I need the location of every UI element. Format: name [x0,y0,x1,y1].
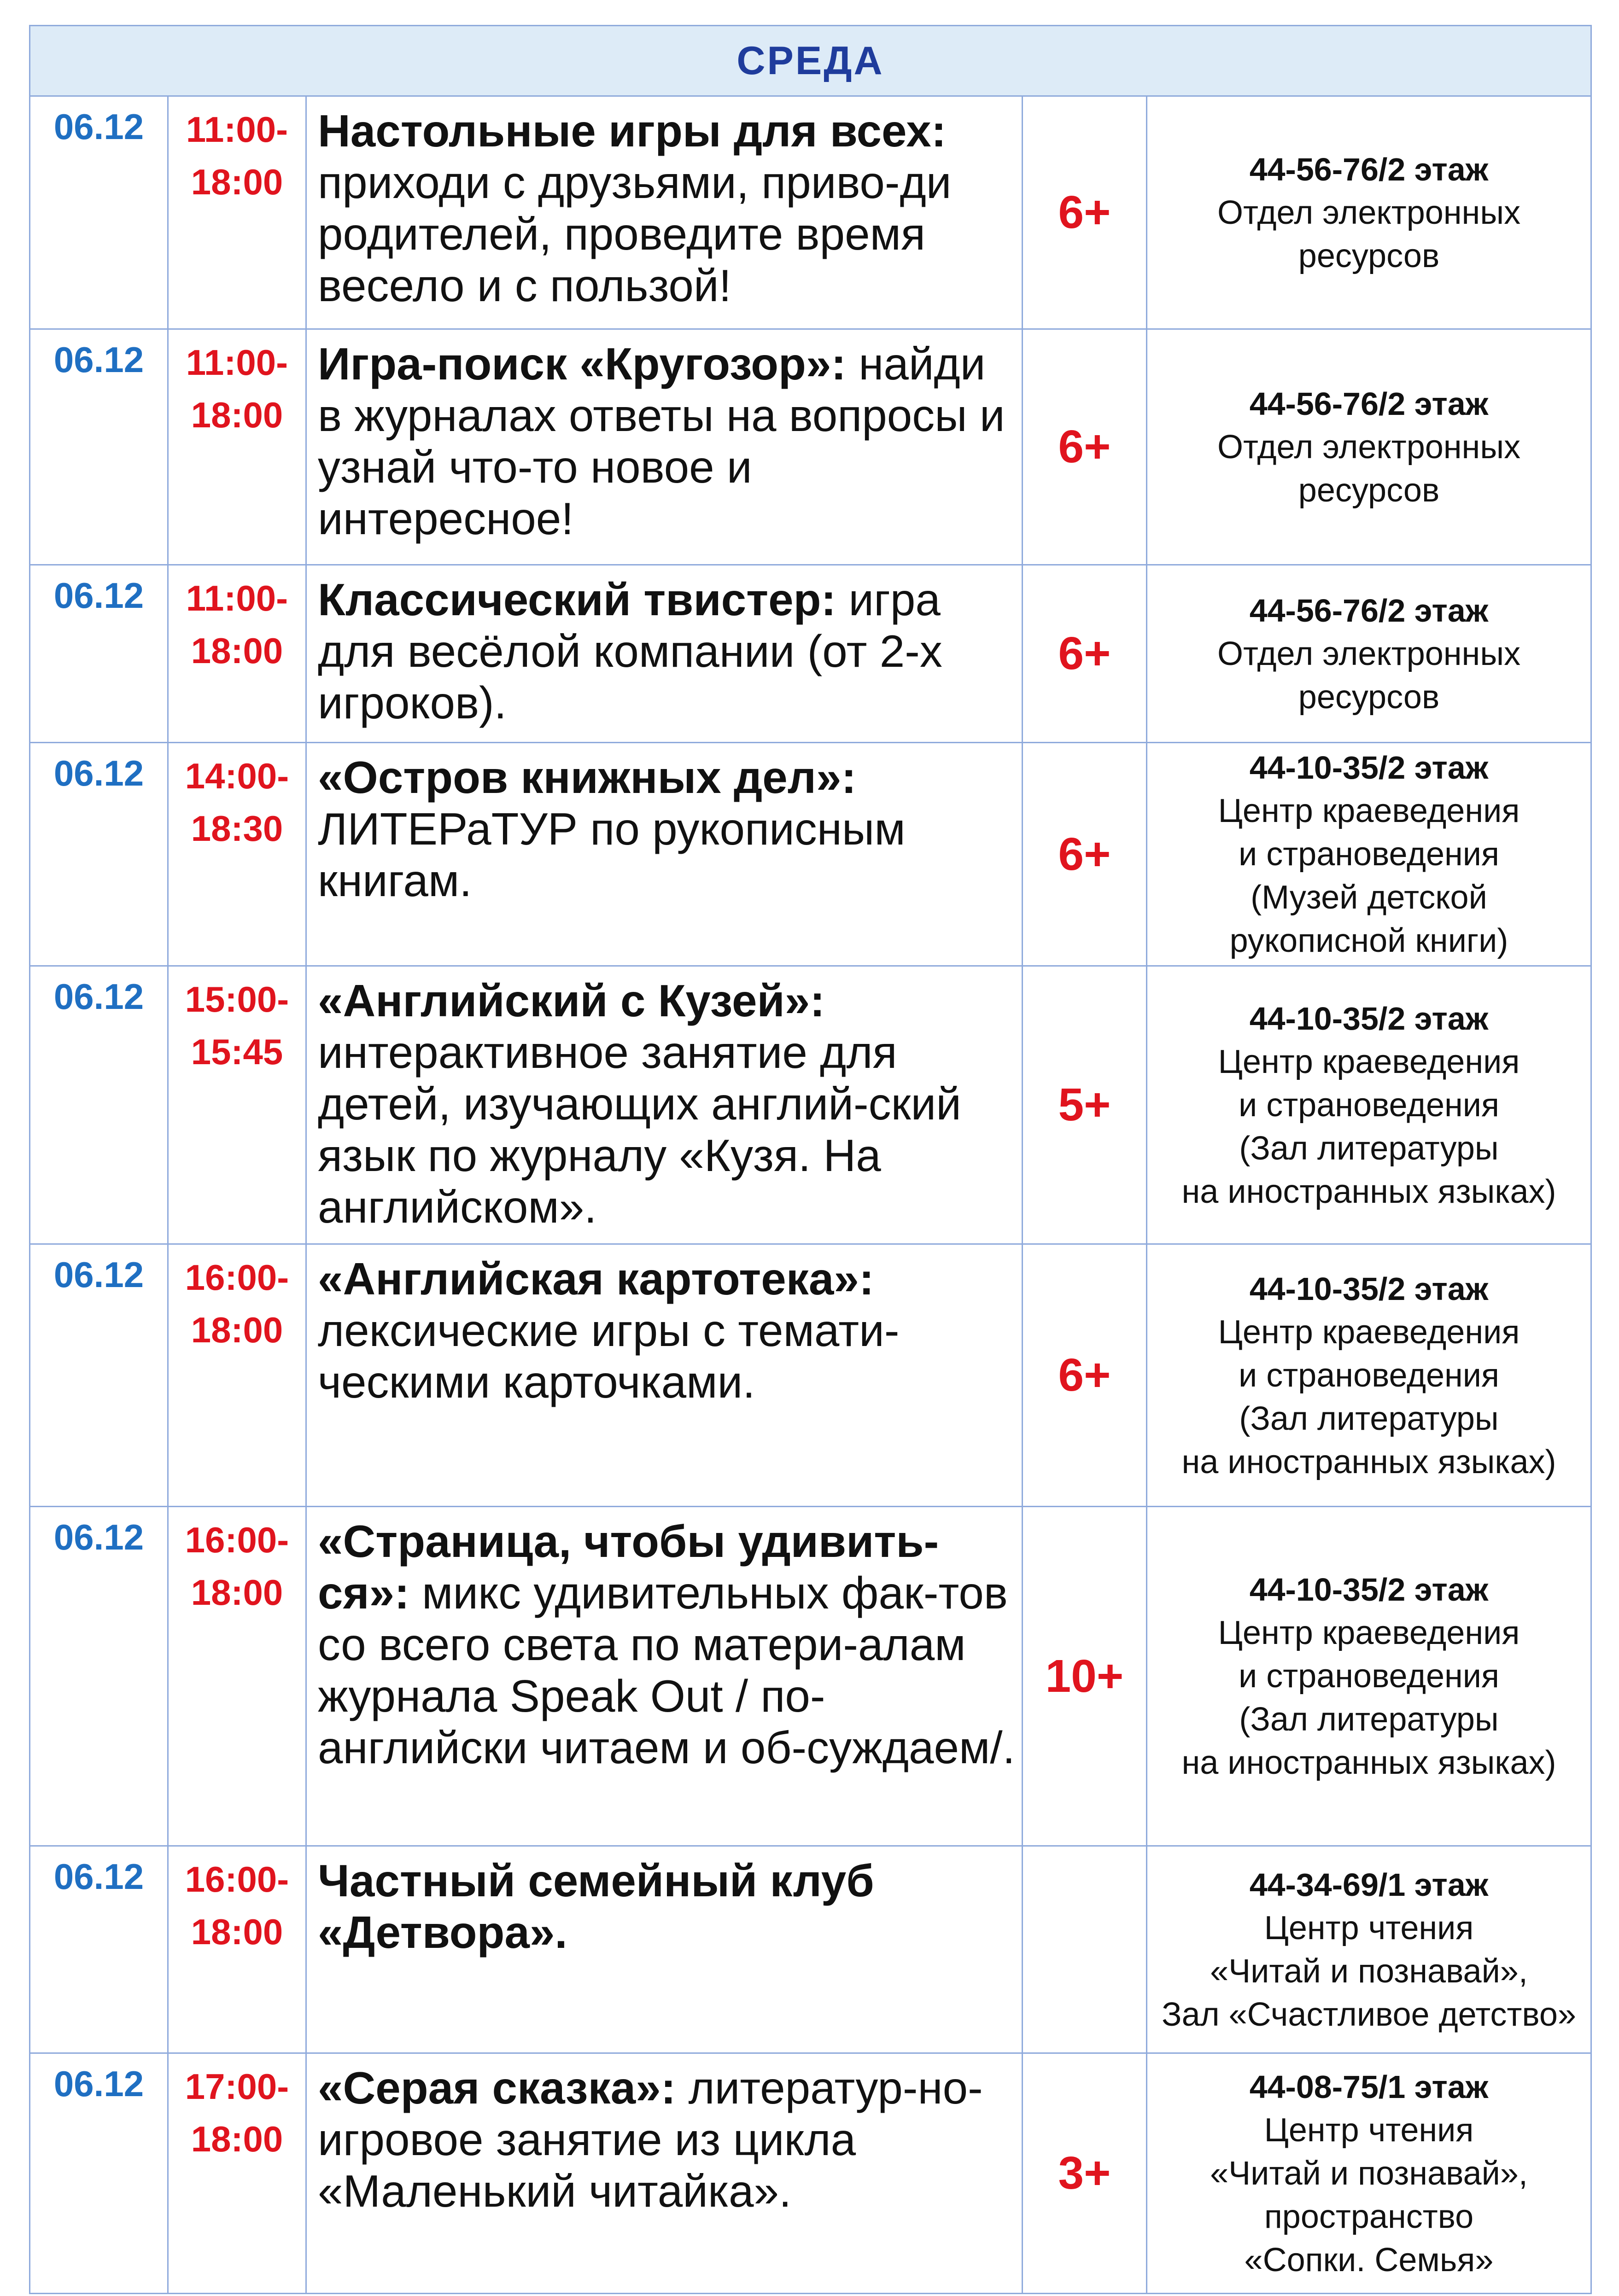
location-line: Зал «Счастливое детство» [1162,1996,1576,2033]
event-title: Настольные игры для всех: [318,105,947,156]
event-date: 06.12 [30,1244,168,1507]
event-time-end: 18:00 [191,2119,283,2159]
day-title: СРЕДА [30,26,1591,96]
event-age-rating: 3+ [1023,2053,1147,2294]
event-description [306,329,1023,565]
location-line: «Читай и познавай», [1210,2155,1528,2192]
event-row [30,966,1591,1244]
event-location [1147,966,1591,1244]
event-row [30,1507,1591,1846]
event-time-start: 11:00- [186,578,288,618]
event-age-rating: 6+ [1023,743,1147,966]
event-time-start: 14:00- [185,756,289,796]
event-time-end: 18:00 [191,395,283,435]
event-time [168,329,306,565]
event-date: 06.12 [30,565,168,743]
event-title: «Английский с Кузей»: [318,975,825,1026]
day-header-row [30,26,1591,96]
location-line: Центр чтения [1264,1909,1474,1946]
event-time [168,565,306,743]
event-text: микс удивительных фак-тов со всего света по матери-алам журнала Speak Out / по-английски читаем и об-суждаем/. [318,1568,1015,1773]
event-location [1147,2053,1591,2294]
event-row [30,743,1591,966]
event-title: «Серая сказка»: [318,2063,676,2113]
event-title: Классический твистер: [318,574,836,625]
event-location [1147,565,1591,743]
event-text: ЛИТЕРаТУР по рукописным книгам. [318,804,906,906]
event-time-end: 18:00 [191,630,283,671]
event-text: найди в журналах ответы на вопросы и узнай что-то новое и интересное! [318,338,1005,544]
event-time [168,1507,306,1846]
location-line: ресурсов [1298,237,1440,274]
event-age-rating: 10+ [1023,1507,1147,1846]
location-line: на иностранных языках) [1181,1443,1556,1480]
event-description [306,1507,1023,1846]
event-description [306,1846,1023,2053]
location-line: на иностранных языках) [1181,1744,1556,1781]
event-row [30,1846,1591,2053]
event-date: 06.12 [30,966,168,1244]
location-line: ресурсов [1298,678,1440,716]
event-title: «Страница, чтобы удивить-ся»: [318,1516,939,1618]
event-date: 06.12 [30,96,168,329]
location-phone: 44-34-69/1 этаж [1249,1866,1489,1903]
location-line: и страноведения [1238,836,1499,873]
event-date: 06.12 [30,329,168,565]
event-description [306,966,1023,1244]
event-description [306,565,1023,743]
event-time-start: 16:00- [185,1520,289,1560]
location-line: (Зал литературы [1239,1130,1499,1167]
event-row [30,1244,1591,1507]
event-age-rating [1023,1846,1147,2053]
event-text: литератур-но-игровое занятие из цикла «Маленький читайка». [318,2063,983,2216]
event-description [306,2053,1023,2294]
location-line: «Сопки. Семья» [1244,2241,1494,2279]
schedule-table [29,25,1592,2294]
location-line: Центр краеведения [1218,1313,1520,1351]
event-location [1147,1244,1591,1507]
event-time-start: 16:00- [185,1859,289,1900]
event-location [1147,743,1591,966]
location-line: Центр краеведения [1218,1043,1520,1080]
location-line: (Музей детской [1251,879,1487,916]
event-date: 06.12 [30,2053,168,2294]
location-line: Отдел электронных [1217,428,1521,466]
event-title: Игра-поиск «Кругозор»: [318,338,846,389]
location-line: Отдел электронных [1217,194,1521,231]
event-time-start: 17:00- [185,2066,289,2107]
event-row [30,329,1591,565]
event-age-rating: 5+ [1023,966,1147,1244]
location-line: Отдел электронных [1217,635,1521,672]
event-age-rating: 6+ [1023,565,1147,743]
location-phone: 44-56-76/2 этаж [1249,592,1489,629]
location-line: (Зал литературы [1239,1701,1499,1738]
event-time [168,966,306,1244]
location-line: и страноведения [1238,1658,1499,1695]
location-phone: 44-10-35/2 этаж [1249,1572,1489,1608]
event-time-end: 18:00 [191,1310,283,1350]
location-line: Центр чтения [1264,2111,1474,2149]
location-phone: 44-08-75/1 этаж [1249,2069,1489,2105]
event-title: «Остров книжных дел»: [318,752,857,803]
location-line: «Читай и познавай», [1210,1952,1528,1990]
event-date: 06.12 [30,743,168,966]
location-phone: 44-10-35/2 этаж [1249,1270,1489,1307]
event-time-start: 16:00- [185,1257,289,1298]
event-row [30,565,1591,743]
event-location [1147,1846,1591,2053]
event-date: 06.12 [30,1846,168,2053]
event-time-end: 15:45 [191,1031,283,1072]
event-location [1147,329,1591,565]
event-description [306,1244,1023,1507]
location-line: пространство [1264,2198,1474,2235]
location-line: (Зал литературы [1239,1400,1499,1437]
event-location [1147,1507,1591,1846]
event-row [30,2053,1591,2294]
location-phone: 44-10-35/2 этаж [1249,750,1489,786]
event-description [306,743,1023,966]
event-time-end: 18:00 [191,162,283,202]
location-line: рукописной книги) [1229,922,1508,959]
event-text: приходи с друзьями, приво-ди родителей, проведите время весело и с пользой! [318,157,952,311]
event-time [168,743,306,966]
event-time [168,96,306,329]
event-row [30,96,1591,329]
location-line: и страноведения [1238,1086,1499,1124]
event-time [168,2053,306,2294]
event-age-rating: 6+ [1023,96,1147,329]
location-phone: 44-56-76/2 этаж [1249,151,1489,187]
event-date: 06.12 [30,1507,168,1846]
event-time-end: 18:00 [191,1572,283,1613]
event-text: лексические игры с темати-ческими карточками. [318,1305,900,1407]
location-line: на иностранных языках) [1181,1173,1556,1210]
location-line: ресурсов [1298,472,1440,509]
event-time-end: 18:30 [191,808,283,849]
event-description [306,96,1023,329]
event-text: игра для весёлой компании (от 2-х игроков). [318,574,942,728]
event-time-start: 15:00- [185,979,289,1020]
event-text: интерактивное занятие для детей, изучающих англий-ский язык по журналу «Кузя. На английском». [318,1027,962,1232]
event-time-start: 11:00- [186,342,288,383]
event-time [168,1846,306,2053]
location-line: Центр краеведения [1218,793,1520,829]
location-line: и страноведения [1238,1357,1499,1394]
event-age-rating: 6+ [1023,329,1147,565]
event-title: «Английская картотека»: [318,1253,874,1304]
event-time-end: 18:00 [191,1911,283,1952]
event-age-rating: 6+ [1023,1244,1147,1507]
event-time-start: 11:00- [186,109,288,150]
location-line: Центр краеведения [1218,1614,1520,1651]
event-time [168,1244,306,1507]
location-phone: 44-10-35/2 этаж [1249,1000,1489,1037]
event-location [1147,96,1591,329]
event-title: Частный семейный клуб «Детвора». [318,1855,874,1958]
location-phone: 44-56-76/2 этаж [1249,385,1489,422]
